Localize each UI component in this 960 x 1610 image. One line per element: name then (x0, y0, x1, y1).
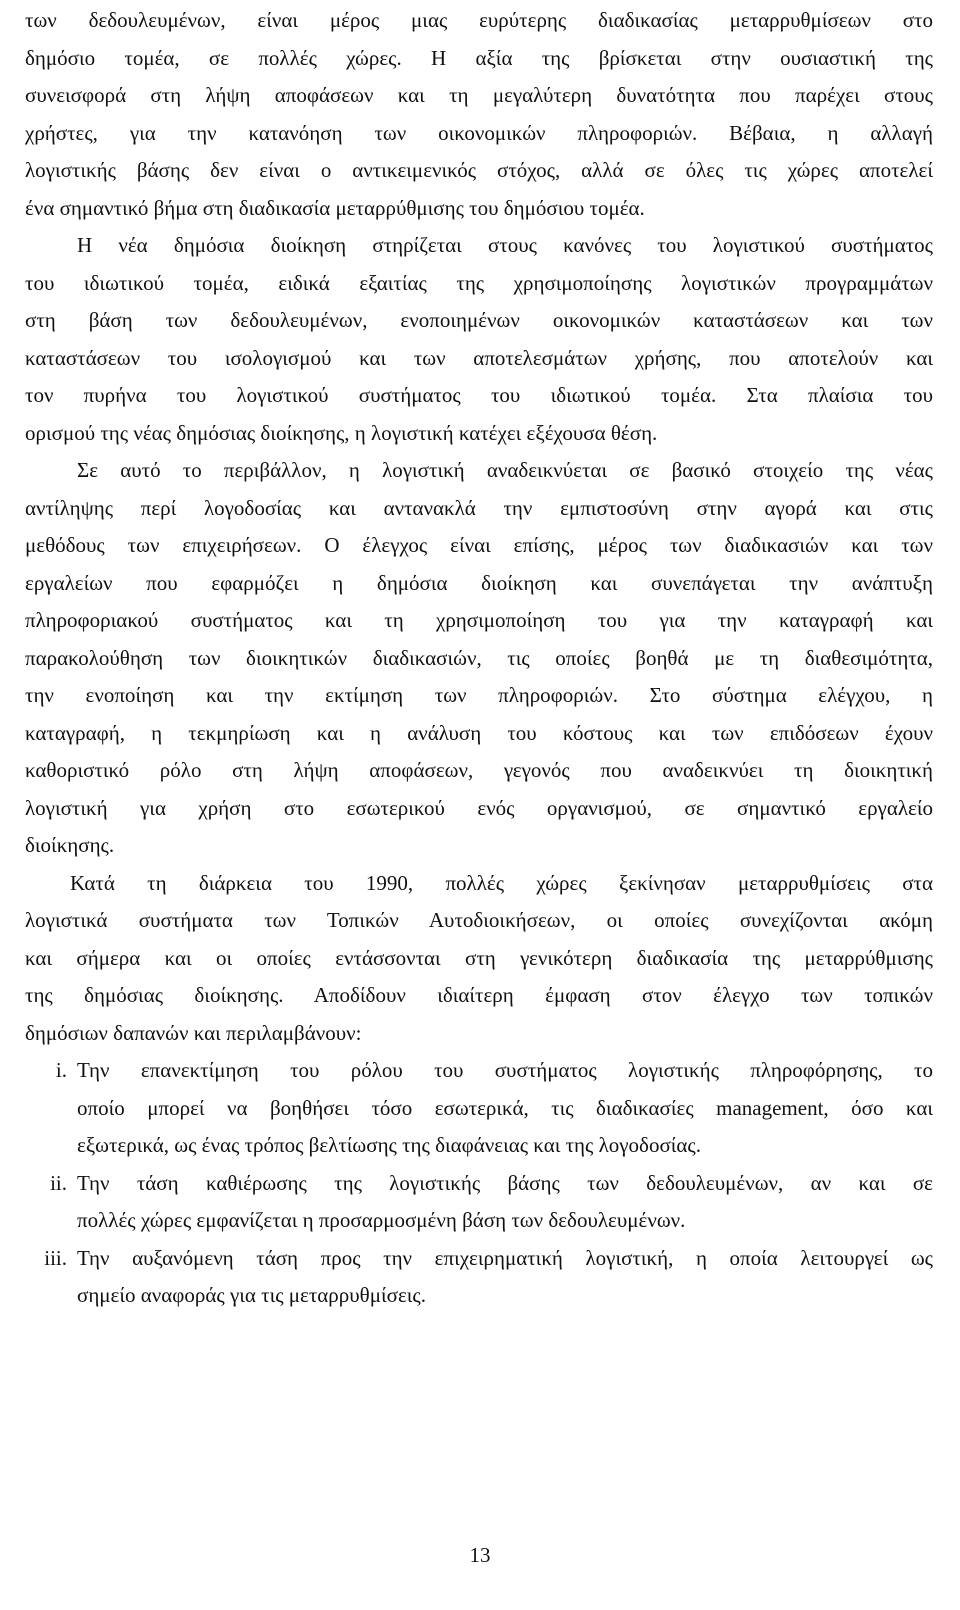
text-line: αντίληψης περί λογοδοσίας και αντανακλά την εμπιστοσύνη στην αγορά και στις (25, 495, 933, 520)
text-line: συνεισφορά στη λήψη αποφάσεων και τη μεγαλύτερη δυνατότητα που παρέχει στους (25, 83, 933, 107)
text-line: λογιστική για χρήση στο εσωτερικού ενός οργανισμού, σε σημαντικό εργαλείο (25, 795, 933, 820)
text-line: την ενοποίηση και την εκτίμηση των πληροφοριών. Στο σύστημα ελέγχου, η (25, 683, 933, 707)
text-line: των δεδουλευμένων, είναι μέρος μιας ευρύτερης διαδικασίας μεταρρυθμίσεων στο (25, 8, 933, 32)
text-line: πληροφοριακού συστήματος και τη χρησιμοποίηση του για την καταγραφή και (25, 608, 933, 632)
text-line: Την τάση καθιέρωσης της λογιστικής βάσης των δεδουλευμένων, αν και σε (77, 1170, 933, 1195)
text-line: διοίκησης. (25, 833, 115, 857)
paragraph-2 (25, 227, 933, 452)
paragraph-1 (25, 2, 933, 227)
text-line: καταγραφή, η τεκμηρίωση και η ανάλυση του κόστους και των επιδόσεων έχουν (25, 720, 933, 745)
roman-list (25, 1052, 933, 1315)
paragraph-3 (25, 452, 933, 865)
text-line: χρήστες, για την κατανόηση των οικονομικών πληροφοριών. Βέβαια, η αλλαγή (25, 120, 933, 145)
text-line: ορισμού της νέας δημόσιας διοίκησης, η λογιστική κατέχει εξέχουσα θέση. (25, 420, 658, 445)
text-line: καθοριστικό ρόλο στη λήψη αποφάσεων, γεγονός που αναδεικνύει τη διοικητική (25, 758, 933, 782)
text-line: ένα σημαντικό βήμα στη διαδικασία μεταρρύθμισης του δημόσιου τομέα. (25, 195, 645, 220)
text-line: σημείο αναφοράς για τις μεταρρυθμίσεις. (77, 1283, 426, 1307)
document-page (25, 2, 933, 1315)
text-line: εξωτερικά, ως ένας τρόπος βελτίωσης της διαφάνειας και της λογοδοσίας. (77, 1133, 701, 1157)
text-line: Την αυξανόμενη τάση προς την επιχειρηματική λογιστική, η οποία λειτουργεί ως (77, 1245, 933, 1270)
text-line: δημόσιων δαπανών και περιλαμβάνουν: (25, 1020, 362, 1045)
list-item (25, 1052, 933, 1165)
list-item (25, 1165, 933, 1240)
text-line: καταστάσεων του ισολογισμού και των αποτελεσμάτων χρήσης, που αποτελούν και (25, 345, 933, 370)
page-number: 13 (469, 1543, 491, 1567)
paragraph-4 (25, 865, 933, 1053)
list-marker: iii. (44, 1245, 67, 1270)
list-marker: i. (55, 1058, 67, 1082)
text-line: λογιστικά συστήματα των Τοπικών Αυτοδιοικήσεων, οι οποίες συνεχίζονται ακόμη (25, 908, 933, 932)
list-item (25, 1240, 933, 1315)
text-line: Την επανεκτίμηση του ρόλου του συστήματος λογιστικής πληροφόρησης, το (77, 1058, 933, 1082)
text-line: τον πυρήνα του λογιστικού συστήματος του ιδιωτικού τομέα. Στα πλαίσια του (25, 383, 933, 407)
text-line: Κατά τη διάρκεια του 1990, πολλές χώρες ξεκίνησαν μεταρρυθμίσεις στα (70, 870, 933, 895)
text-line: οποίο μπορεί να βοηθήσει τόσο εσωτερικά, τις διαδικασίες management, όσο και (77, 1095, 933, 1120)
list-marker: ii. (50, 1170, 67, 1195)
text-line: Η νέα δημόσια διοίκηση στηρίζεται στους κανόνες του λογιστικού συστήματος (77, 233, 933, 257)
text-line: της δημόσιας διοίκησης. Αποδίδουν ιδιαίτερη έμφαση στον έλεγχο των τοπικών (25, 983, 933, 1007)
text-line: εργαλείων που εφαρμόζει η δημόσια διοίκηση και συνεπάγεται την ανάπτυξη (25, 570, 933, 595)
text-line: Σε αυτό το περιβάλλον, η λογιστική αναδεικνύεται σε βασικό στοιχείο της νέας (77, 458, 933, 482)
text-line: πολλές χώρες εμφανίζεται η προσαρμοσμένη βάση των δεδουλευμένων. (77, 1208, 686, 1232)
text-line: μεθόδους των επιχειρήσεων. Ο έλεγχος είναι επίσης, μέρος των διαδικασιών και των (25, 533, 933, 557)
text-line: λογιστικής βάσης δεν είναι ο αντικειμενικός στόχος, αλλά σε όλες τις χώρες αποτελεί (25, 158, 933, 182)
text-line: στη βάση των δεδουλευμένων, ενοποιημένων οικονομικών καταστάσεων και των (25, 308, 933, 332)
text-line: παρακολούθηση των διοικητικών διαδικασιών, τις οποίες βοηθά με τη διαθεσιμότητα, (25, 645, 933, 670)
text-line: δημόσιο τομέα, σε πολλές χώρες. Η αξία της βρίσκεται στην ουσιαστική της (25, 45, 933, 70)
text-line: του ιδιωτικού τομέα, ειδικά εξαιτίας της χρησιμοποίησης λογιστικών προγραμμάτων (25, 270, 933, 295)
text-line: και σήμερα και οι οποίες εντάσσονται στη γενικότερη διαδικασία της μεταρρύθμισης (25, 945, 933, 970)
